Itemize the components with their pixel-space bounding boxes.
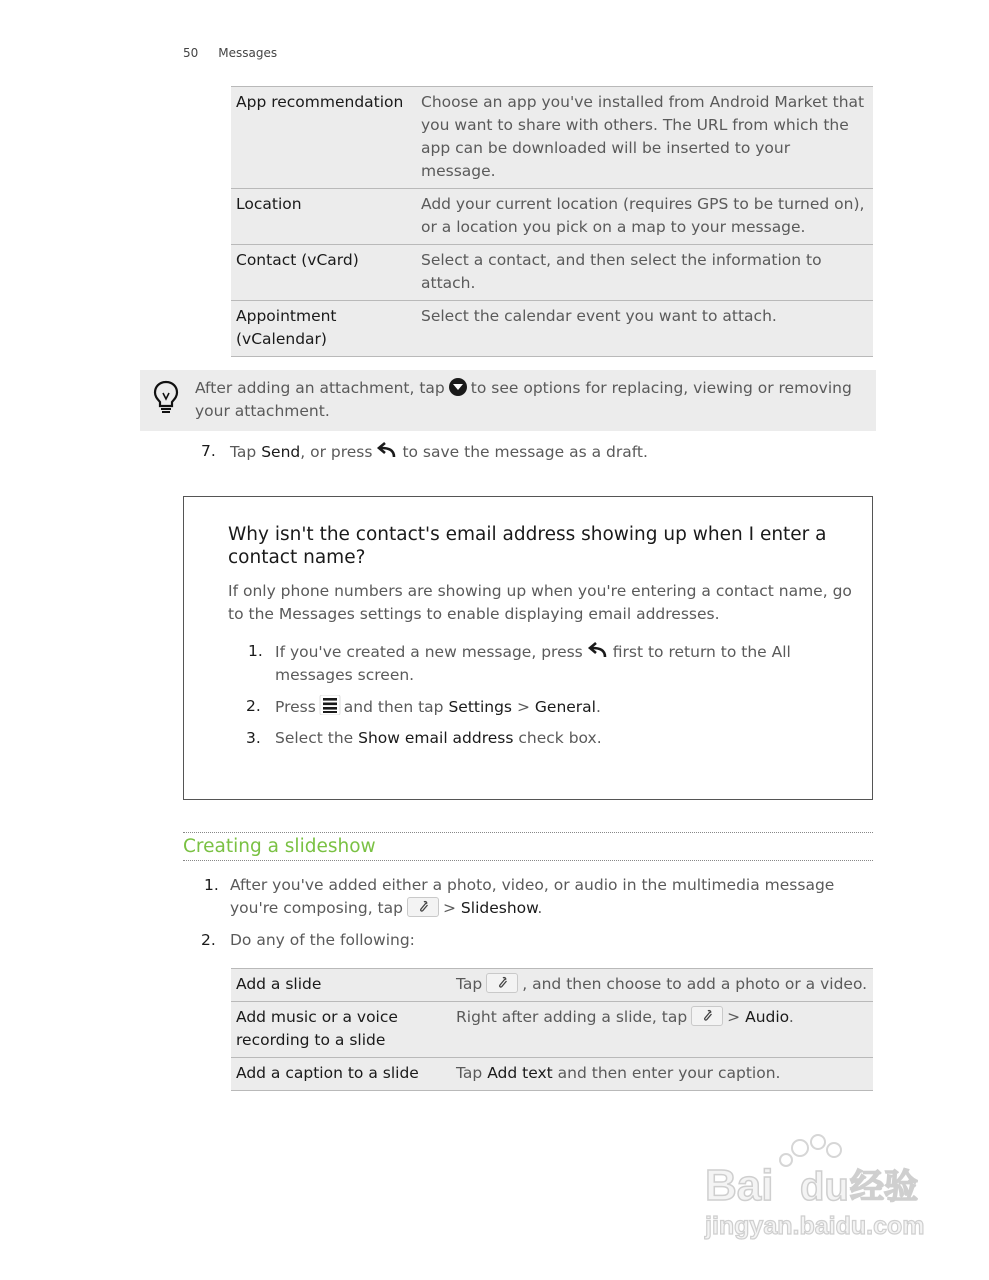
step-7: 7. Tap Send, or press to save the message as a draft.	[201, 442, 648, 461]
svg-text:jingyan.baidu.com: jingyan.baidu.com	[705, 1212, 925, 1240]
option-name: Contact (vCard)	[231, 245, 416, 301]
attachment-options-table	[231, 86, 873, 357]
down-arrow-circle-icon	[449, 378, 467, 396]
slideshow-step-2: 2. Do any of the following:	[201, 931, 415, 949]
slideshow-actions-table	[231, 968, 873, 1091]
baidu-watermark-logo	[700, 1130, 940, 1250]
faq-intro: If only phone numbers are showing up when you're entering a contact name, go to the Messages settings to enable displaying email addresses.	[228, 582, 852, 623]
option-description: Choose an app you've installed from Android Market that you want to share with others. The URL from which the app can be downloaded will be inserted to your message.	[416, 87, 873, 189]
action-description: Tap Add text and then enter your caption.	[451, 1058, 873, 1091]
option-name: App recommendation	[231, 87, 416, 189]
send-label: Send	[261, 443, 301, 461]
faq-step-1: 1. If you've created a new message, press first to return to the All messages screen.	[248, 642, 791, 684]
menu-icon	[319, 695, 341, 715]
back-arrow-icon	[376, 440, 398, 460]
option-description: Add your current location (requires GPS to be turned on), or a location you pick on a map to your message.	[416, 189, 873, 245]
svg-text:du: du	[800, 1165, 849, 1209]
tip-box	[140, 370, 876, 431]
faq-title: Why isn't the contact's email address showing up when I enter a contact name?	[228, 524, 827, 568]
action-description: Tap , and then choose to add a photo or a video.	[451, 969, 873, 1002]
paperclip-icon	[486, 973, 518, 993]
table-row	[231, 969, 873, 1002]
page-number: 50	[183, 46, 199, 60]
slideshow-step-1: 1. After you've added either a photo, video, or audio in the multimedia message you're composing, tap > Slideshow.	[204, 876, 835, 917]
action-name: Add music or a voice recording to a slide	[231, 1002, 451, 1058]
table-row	[231, 189, 873, 245]
option-name: Appointment (vCalendar)	[231, 301, 416, 357]
tip-text: After adding an attachment, tap to see options for replacing, viewing or removing your attachment.	[195, 379, 852, 420]
table-row	[231, 87, 873, 189]
option-description: Select a contact, and then select the information to attach.	[416, 245, 873, 301]
table-row	[231, 301, 873, 357]
action-description: Right after adding a slide, tap > Audio.	[451, 1002, 873, 1058]
faq-step-3: 3. Select the Show email address check box.	[246, 729, 602, 747]
action-name: Add a caption to a slide	[231, 1058, 451, 1091]
table-row	[231, 1058, 873, 1091]
header-section: Messages	[218, 46, 278, 60]
table-row	[231, 245, 873, 301]
lightbulb-icon	[152, 380, 180, 416]
svg-text:Bai: Bai	[705, 1161, 774, 1210]
section-heading	[183, 832, 873, 861]
back-arrow-icon	[587, 640, 609, 660]
table-row	[231, 1002, 873, 1058]
page-header	[183, 46, 277, 60]
action-name: Add a slide	[231, 969, 451, 1002]
paperclip-icon	[407, 897, 439, 917]
paperclip-icon	[691, 1006, 723, 1026]
svg-text:经验: 经验	[850, 1167, 918, 1207]
option-description: Select the calendar event you want to attach.	[416, 301, 873, 357]
faq-step-2: 2. Press and then tap Settings > General.	[246, 697, 601, 716]
faq-box	[183, 496, 873, 800]
option-name: Location	[231, 189, 416, 245]
section-title: Creating a slideshow	[183, 836, 376, 857]
